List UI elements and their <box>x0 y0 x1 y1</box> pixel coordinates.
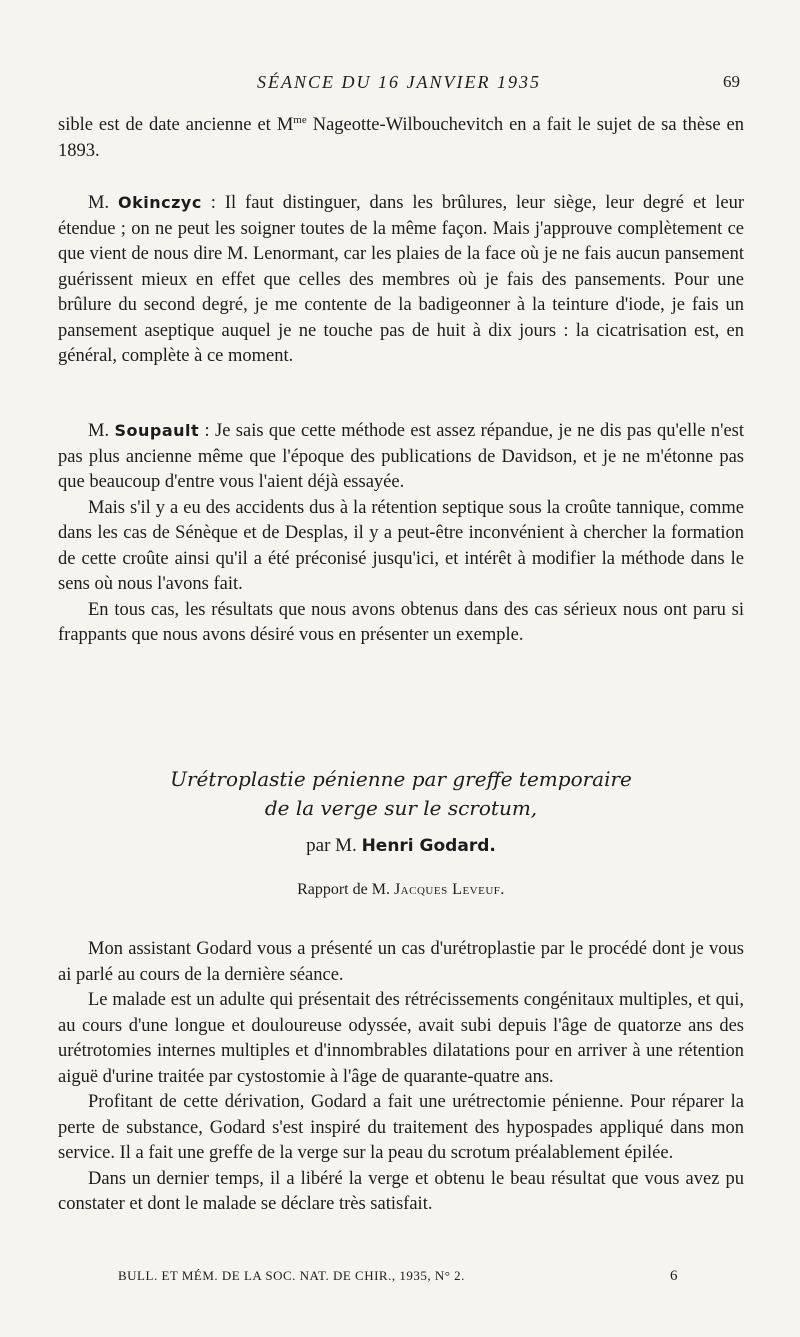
continuation-paragraph <box>58 113 744 164</box>
paragraph-soupault-3: En tous cas, les résultats que nous avons obtenus dans des cas sérieux nous ont paru si frappants que nous avons désiré vous en présenter un exemple. <box>58 599 744 645</box>
article-author <box>58 835 744 857</box>
text-run: Nageotte-Wilbouchevitch en a fait le sujet de sa thèse en 1893. <box>58 115 744 161</box>
article-paragraph-4: Dans un dernier temps, il a libéré la verge et obtenu le beau résultat que vous avez pu constater et dont le malade se déclare très satisfait. <box>58 1168 744 1214</box>
article-paragraph-1: Mon assistant Godard vous a présenté un cas d'urétroplastie par le procédé dont je vous ai parlé au cours de la dernière séance. <box>58 939 744 985</box>
running-head-title: SÉANCE DU 16 JANVIER 1935 <box>257 72 541 92</box>
paragraph-soupault-2: Mais s'il y a eu des accidents dus à la rétention septique sous la croûte tannique, comme dans les cas de Sénèque et de Desplas, il y a peut-être inconvénient à chercher la formation de cette croûte ainsi qu'il a été préconisé jusqu'ici, et intérêt à modifier la méthode dans le sens où nous l'avons fait. <box>58 497 744 594</box>
page-footer <box>118 1268 678 1290</box>
reporter-name: Jacques Leveuf. <box>393 881 505 898</box>
superscript: me <box>293 113 307 126</box>
signature-mark: 6 <box>670 1268 678 1284</box>
report-line <box>58 881 744 899</box>
report-prefix: Rapport de M. <box>297 881 394 898</box>
article-title <box>58 765 744 823</box>
article-paragraph-2: Le malade est un adulte qui présentait des rétrécissements congénitaux multiples, et qui, au cours d'une longue et douloureuse odyssée, avait subi depuis l'âge de quatorze ans des urétrotomies internes multiples et d'innombrables dilatations pour en arriver à une rétention aiguë d'urine traitée par cystostomie à l'âge de quarante-quatre ans. <box>58 990 744 1087</box>
paragraph-soupault-1 <box>58 418 744 496</box>
article-title-line-2: de la verge sur le scrotum, <box>264 796 538 820</box>
paragraph-okinczyc <box>58 190 744 370</box>
author-name: Henri Godard. <box>361 836 496 856</box>
author-prefix: par M. <box>306 835 362 856</box>
speaker-prefix: M. <box>88 193 118 213</box>
article-title-line-1: Urétroplastie pénienne par greffe temporaire <box>170 767 632 791</box>
speaker-prefix: M. <box>88 421 115 441</box>
speaker-name: Okinczyc <box>118 193 202 212</box>
paragraph-continuation <box>58 113 744 164</box>
text-run: sible est de date ancienne et M <box>58 115 294 135</box>
article-body <box>58 937 744 1218</box>
speech-text: : Il faut distinguer, dans les brûlures, leur siège, leur degré et leur étendue ; on ne peut les soigner toutes de la même façon. Mais j'approuve complètement ce que vient de nous dire M. Lenormant, car les plaies de la face où je ne fais aucun pansement guérissent mieux en effet que celles des membres où je fais des pansements. Pour une brûlure du second degré, je me contente de la badigeonner à la teinture d'iode, je fais un pansement aseptique auquel je ne touche pas de huit à dix jours : la cicatrisation est, en général, complète à ce moment. <box>58 193 744 366</box>
footer-citation: BULL. ET MÉM. DE LA SOC. NAT. DE CHIR., 1935, N° 2. <box>118 1268 465 1283</box>
speaker-name: Soupault <box>114 421 200 440</box>
article-paragraph-3: Profitant de cette dérivation, Godard a fait une urétrectomie pénienne. Pour réparer la perte de substance, Godard s'est inspiré du traitement des hypospades appliqué dans mon service. Il a fait une greffe de la verge sur la peau du scrotum préalablement épilée. <box>58 1092 744 1163</box>
okinczyc-intervention <box>58 190 744 370</box>
soupault-intervention <box>58 418 744 649</box>
speech-text: : Je sais que cette méthode est assez répandue, je ne dis pas qu'elle n'est pas plus ancienne même que l'époque des publications de Davidson, et je ne m'étonne pas que beaucoup d'entre vous l'aient déjà essayée. <box>58 421 744 492</box>
running-head <box>58 70 740 96</box>
page-number: 69 <box>723 72 740 91</box>
